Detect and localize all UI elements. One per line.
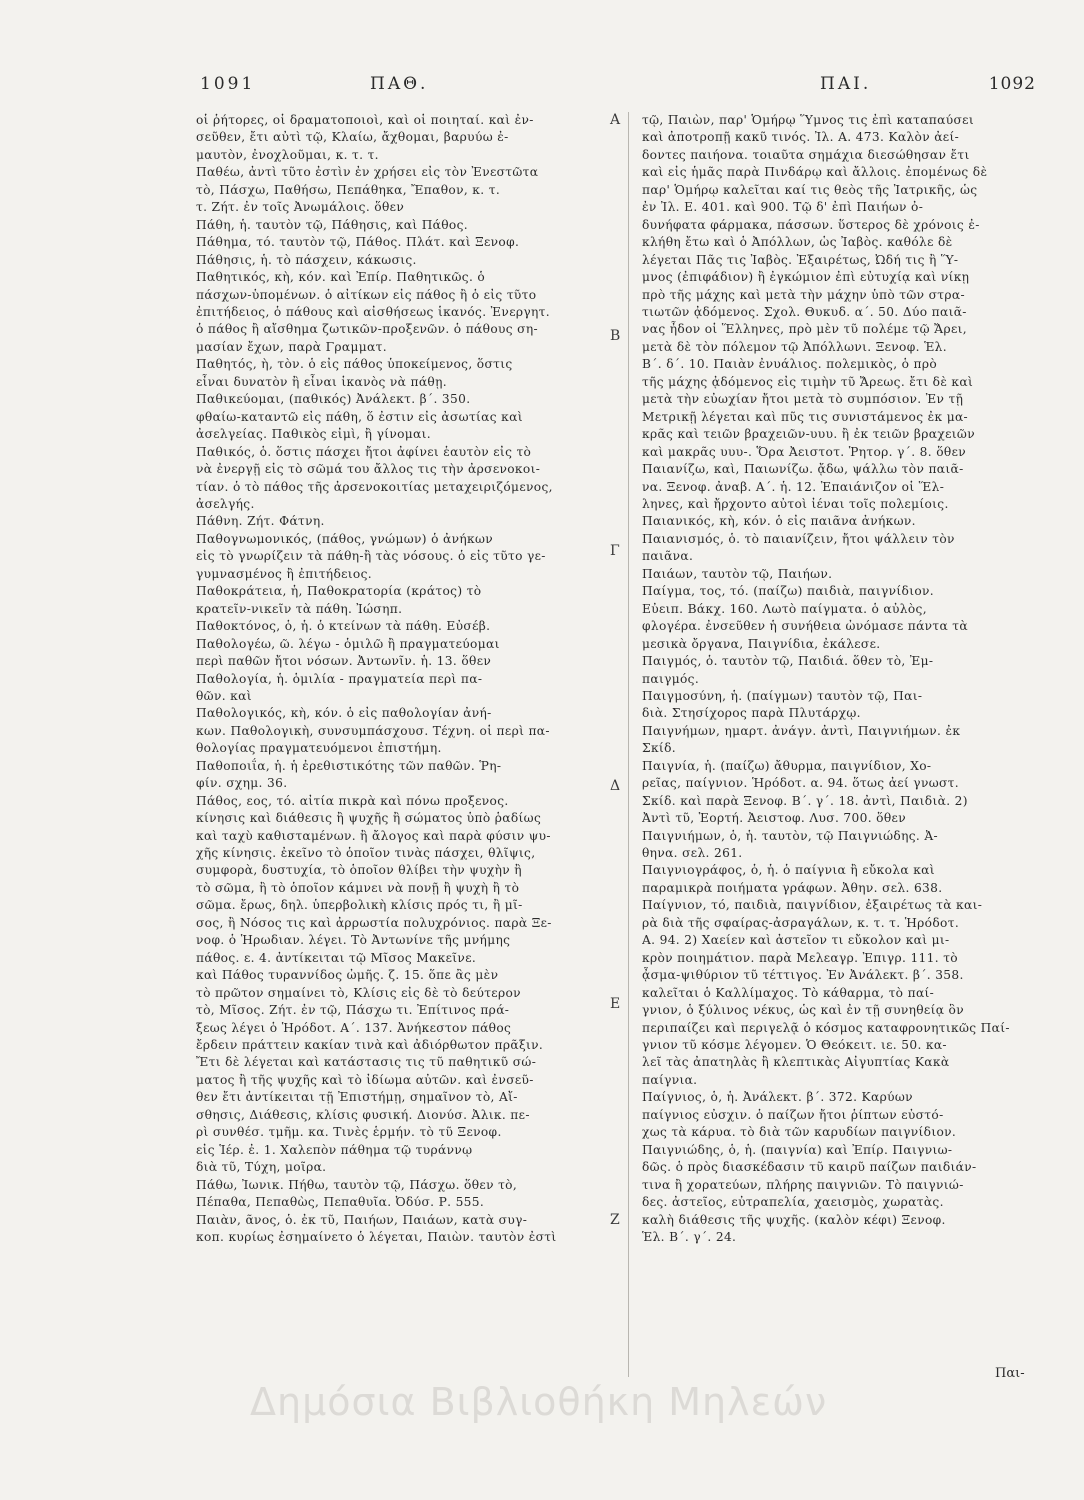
- text-line: εἰς Ἱέρ. ἐ. 1. Χαλεπὸν πάθημα τῷ τυράννῳ: [196, 1142, 473, 1157]
- text-line: δῶς. ὁ πρὸς διασκέδασιν τῦ καιρῦ παίζων παιδιάν-: [642, 1160, 977, 1175]
- text-line: γνιον τῦ κόσμε λέγομεν. Ὁ Θεόκειτ. ιε. 50. κα-: [642, 1038, 947, 1053]
- text-line: καὶ εἰς ἡμᾶς παρὰ Πινδάρῳ καὶ ἄλλοις. ἐπομένως δὲ: [642, 165, 988, 180]
- text-line: καὶ ταχὺ καθισταμένων. ἢ ἄλογος καὶ παρὰ φύσιν ψυ-: [196, 828, 551, 843]
- text-line: Πάθημα, τό. ταυτὸν τῷ, Πάθος. Πλάτ. καὶ Ξενοφ.: [196, 235, 520, 250]
- text-line: Παιγνιήμων, ὁ, ἡ. ταυτὸν, τῷ Παιγνιώδης. Ἀ-: [642, 828, 938, 843]
- text-line: ἀσελγείας. Παθικὸς εἰμὶ, ἢ γίνομαι.: [196, 427, 431, 442]
- text-line: πρὸ τῆς μάχης καὶ μετὰ τὴν μάχην ὑπὸ τῶν στρα-: [642, 287, 965, 302]
- text-line: Παθοκράτεια, ἡ, Παθοκρατορία (κράτος) τὸ: [196, 584, 482, 599]
- text-line: Παθολογικός, κὴ, κόν. ὁ εἰς παθολογίαν ἀνή-: [196, 706, 492, 721]
- text-line: Μετρικῇ λέγεται καὶ πῦς τις συνιστάμενος ἐκ μα-: [642, 409, 969, 424]
- text-line: ρὰ διὰ τῆς σφαίρας-ἀσραγάλων, κ. τ. τ. Ἡρόδοτ.: [642, 915, 960, 930]
- text-line: Παιγνιώδης, ὁ, ἡ. (παιγνία) καὶ Ἐπίρ. Παιγνιω-: [642, 1142, 953, 1157]
- running-header: [200, 74, 1036, 100]
- right-running-head: ΠΑΙ.: [820, 74, 872, 94]
- text-line: Παθέω, ἀντὶ τῦτο ἐστὶν ἐν χρήσει εἰς τὸν Ἐνεστῶτα: [196, 165, 539, 180]
- text-line: Πέπαθα, Πεπαθὼς, Πεπαθυῖα. Ὀδύσ. Ρ. 555.: [196, 1195, 485, 1210]
- text-line: Ἔτι δὲ λέγεται καὶ κατάστασις τις τῦ παθητικῦ σώ-: [196, 1055, 537, 1070]
- text-line: Παθητός, ὴ, τὸν. ὁ εἰς πάθος ὑποκείμενος, ὅστις: [196, 357, 513, 372]
- text-line: κλήθη ἔτω καὶ ὁ Ἀπόλλων, ὡς Ἰαβὸς. καθόλε δὲ: [642, 235, 953, 250]
- section-marker-g: Γ: [610, 543, 620, 559]
- section-marker-b: Β: [610, 328, 621, 344]
- text-line: Παιγμοσύνη, ἡ. (παίγμων) ταυτὸν τῷ, Παι-: [642, 688, 923, 703]
- left-text-column: [196, 112, 594, 1246]
- library-watermark: Δημόσια Βιβλιοθήκη Μηλεών: [250, 1380, 828, 1424]
- text-line: οἱ ῥήτορες, οἱ δραματοποιοὶ, καὶ οἱ ποιηταί. καὶ ἐν-: [196, 113, 534, 127]
- text-line: παίγνια.: [642, 1072, 698, 1087]
- text-line: μαυτὸν, ἐνοχλοῦμαι, κ. τ. τ.: [196, 147, 379, 162]
- text-line: Παιὰν, ᾶνος, ὁ. ἐκ τῦ, Παιήων, Παιάων, κατὰ συγ-: [196, 1212, 528, 1227]
- text-line: γνιον, ὁ ξύλινος νέκυς, ὡς καὶ ἐν τῇ συνηθείᾳ ὃν: [642, 1003, 964, 1018]
- text-line: Παθικός, ὁ. ὅστις πάσχει ἤτοι ἀφίνει ἑαυτὸν εἰς τὸ: [196, 444, 532, 459]
- text-line: ἐπιτήδειος, ὁ πάθους καὶ αἰσθήσεως ἱκανός. Ἐνεργητ.: [196, 304, 550, 319]
- text-line: Πάθω, Ἰωνικ. Πήθω, ταυτὸν τῷ, Πάσχω. ὅθεν τὸ,: [196, 1177, 518, 1192]
- text-line: κρατεῖν-νικεῖν τὰ πάθη. Ἰώσηπ.: [196, 601, 403, 616]
- text-line: μετὰ τὴν εὐωχίαν ἤτοι μετὰ τὸ συμπόσιον. Ἐν τῇ: [642, 392, 964, 407]
- text-line: Παίγνιος, ὁ, ἡ. Ἀνάλεκτ. β΄. 372. Καρύων: [642, 1090, 913, 1105]
- text-line: ἔρδειν πράττειν κακίαν τινὰ καὶ ἀδιόρθωτον πρᾶξιν.: [196, 1038, 544, 1053]
- text-line: ξεως λέγει ὁ Ἡρόδοτ. Α΄. 137. Ἀνήκεστον πάθος: [196, 1020, 512, 1035]
- text-line: φλογέρα. ἐνσεῦθεν ἡ συνήθεια ὠνόμασε πάντα τὰ: [642, 619, 968, 634]
- text-line: Παιγμός, ὁ. ταυτὸν τῷ, Παιδιά. ὅθεν τὸ, Ἐμ-: [642, 654, 934, 669]
- left-page-number: 1091: [200, 74, 256, 94]
- text-line: Πάθνη. Ζήτ. Φάτνη.: [196, 514, 325, 529]
- text-line: νοφ. ὁ Ἡρωδιαν. λέγει. Τὸ Ἀντωνίνε τῆς μνήμης: [196, 933, 511, 948]
- text-line: ἀσελγής.: [196, 496, 255, 511]
- text-line: σος, ἢ Νόσος τις καὶ ἀρρωστία πολυχρόνιος. παρὰ Ξε-: [196, 915, 552, 930]
- text-line: κρᾶς καὶ τειῶν βραχειῶν-υυυ. ἢ ἐκ τειῶν βραχειῶν: [642, 427, 975, 442]
- text-line: νας ἦδον οἱ Ἕλληνες, πρὸ μὲν τῦ πολέμε τῷ Ἄρει,: [642, 322, 967, 337]
- text-line: λέγεται Πᾶς τις Ἰαβὸς. Ἐξαιρέτως, Ὠδή τις ἢ Ὕ-: [642, 252, 959, 267]
- text-line: σθησις, Διάθεσις, κλίσις φυσική. Διονύσ. Ἀλικ. πε-: [196, 1107, 530, 1122]
- text-line: νὰ ἐνεργῇ εἰς τὸ σῶμά του ἄλλος τις τὴν ἀρσενοκοι-: [196, 462, 541, 477]
- section-marker-z: Ζ: [610, 1212, 620, 1228]
- text-line: Παθικεύομαι, (παθικός) Ἀνάλεκτ. β΄. 350.: [196, 392, 471, 407]
- right-page-number: 1092: [988, 74, 1036, 94]
- text-line: Ἀντὶ τῦ, Ἑορτή. Ἀειστοφ. Λυσ. 700. ὅθεν: [642, 811, 906, 826]
- text-line: Πάθη, ἡ. ταυτὸν τῷ, Πάθησις, καὶ Πάθος.: [196, 217, 469, 232]
- text-line: τίαν. ὁ τὸ πάθος τῆς ἀρσενοκοιτίας μεταχειριζόμενος,: [196, 479, 553, 494]
- text-line: χῆς κίνησις. ἐκεῖνο τὸ ὁποῖον τινὰς πάσχει, θλῖψις,: [196, 846, 536, 861]
- text-line: Παιγνήμων, ημαρτ. ἀνάγν. ἀντὶ, Παιγνιήμων. ἐκ: [642, 723, 961, 738]
- text-line: Παθολογία, ἡ. ὁμιλία - πραγματεία περὶ πα-: [196, 671, 483, 686]
- text-line: σῶμα. ἔρως, δηλ. ὑπερβολικὴ κλίσις πρός τι, ἢ μῖ-: [196, 898, 523, 913]
- text-line: Παιανίζω, καὶ, Παιωνίζω. ᾄδω, ψάλλω τὸν παιᾶ-: [642, 462, 964, 477]
- text-line: διὰ. Στησίχορος παρὰ Πλυτάρχῳ.: [642, 706, 861, 721]
- text-line: σεῦθεν, ἔτι αὐτὶ τῷ, Κλαίω, ἄχθομαι, βαρυύω ἐ-: [196, 130, 509, 145]
- text-line: Παιάων, ταυτὸν τῷ, Παιήων.: [642, 566, 833, 581]
- text-line: τιωτῶν ᾀδόμενος. Σχολ. Θυκυδ. α΄. 50. Δύο παιᾶ-: [642, 304, 967, 319]
- text-line: Σκίδ. καὶ παρὰ Ξενοφ. Β΄. γ΄. 18. ἀντὶ, Παιδιὰ. 2): [642, 793, 968, 808]
- text-line: Παθητικός, κὴ, κόν. καὶ Ἐπίρ. Παθητικῶς. ὁ: [196, 270, 486, 285]
- text-line: μεσικὰ ὄργανα, Παιγνίδια, ἐκάλεσε.: [642, 636, 881, 651]
- text-line: περιπαίζει καὶ περιγελᾷ ὁ κόσμος καταφρονητικῶς Παί-: [642, 1020, 1010, 1035]
- text-line: Παθογνωμονικός, (πάθος, γνώμων) ὁ ἀνήκων: [196, 531, 494, 546]
- text-line: Παίγμα, τος, τό. (παίζω) παιδιὰ, παιγνίδιον.: [642, 584, 934, 599]
- text-line: θεν ἔτι ἀντίκειται τῇ Ἐπιστήμῃ, σημαῖνον τὸ, Αἴ-: [196, 1090, 518, 1105]
- text-line: καλεῖται ὁ Καλλίμαχος. Τὸ κάθαρμα, τὸ παί-: [642, 985, 935, 1000]
- text-line: Πάθος, εος, τό. αἰτία πικρὰ καὶ πόνω προξενος.: [196, 793, 509, 808]
- text-line: τῷ, Παιὼν, παρ' Ὁμήρῳ Ὕμνος τις ἐπὶ καταπαύσει: [642, 113, 974, 127]
- section-marker-a: Α: [610, 112, 621, 128]
- text-line: τῆς μάχης ᾀδόμενος εἰς τιμὴν τῦ Ἄρεως. ἔτι δὲ καὶ: [642, 374, 974, 389]
- text-line: εἶναι δυνατὸν ἢ εἶναι ἱκανὸς νὰ πάθῃ.: [196, 374, 447, 389]
- text-line: τὸ, Πάσχω, Παθήσω, Πεπάθηκα, Ἔπαθον, κ. τ.: [196, 182, 501, 197]
- text-line: χως τὰ κάρυα. τὸ διὰ τῶν καρυδίων παιγνίδιον.: [642, 1125, 957, 1140]
- text-line: μετὰ δὲ τὸν πόλεμον τῷ Ἀπόλλωνι. Ξενοφ. Ἑλ.: [642, 339, 947, 354]
- text-line: λεῖ τὰς ἀπατηλὰς ἢ κλεπτικὰς Αἰγυπτίας Κακὰ: [642, 1055, 950, 1070]
- text-line: μασίαν ἔχων, παρὰ Γραμματ.: [196, 339, 387, 354]
- text-line: παιγμός.: [642, 671, 700, 686]
- text-line: Ἑλ. Β΄. γ΄. 24.: [642, 1230, 737, 1244]
- text-line: Παιγνιογράφος, ὁ, ἡ. ὁ παίγνια ἢ εὔκολα καὶ: [642, 863, 935, 878]
- text-line: θηνα. σελ. 261.: [642, 846, 743, 861]
- text-line: τ. Ζήτ. ἐν τοῖς Ἀνωμάλοις. ὅθεν: [196, 200, 405, 215]
- text-line: Σκίδ.: [642, 741, 676, 756]
- left-running-head: ΠΑΘ.: [370, 74, 429, 94]
- text-line: ἐν Ἰλ. Ε. 401. καὶ 900. Τῷ δ' ἐπὶ Παιήων ὀ-: [642, 200, 924, 215]
- text-line: ρεῖας, παίγνιον. Ἡρόδοτ. α. 94. ὅτως ἀεί γνωστ.: [642, 776, 959, 791]
- text-line: μνος (ἐπιφάδιον) ἢ ἐγκώμιον ἐπὶ εὐτυχίᾳ καὶ νίκῃ: [642, 270, 970, 285]
- text-line: καὶ ἀποτροπῇ κακῦ τινός. Ἰλ. Α. 473. Καλὸν ἀεί-: [642, 130, 960, 145]
- text-line: παρ' Ὁμήρῳ καλεῖται καί τις θεὸς τῆς Ἰατρικῆς, ὡς: [642, 182, 978, 197]
- text-line: παιᾶνα.: [642, 549, 694, 564]
- text-line: φίν. σχημ. 36.: [196, 776, 288, 791]
- text-line: Παιανισμός, ὁ. τὸ παιανίζειν, ἤτοι ψάλλειν τὸν: [642, 531, 955, 546]
- text-line: Παιανικός, κὴ, κόν. ὁ εἰς παιᾶνα ἀνήκων.: [642, 514, 916, 529]
- text-line: ληνες, καὶ ἤρχοντο αὐτοὶ ἰέναι τοῖς πολεμίοις.: [642, 496, 949, 511]
- text-line: καὶ μακρᾶς υυυ-. Ὅρα Ἀειστοτ. Ῥητορ. γ΄. 8. ὅθεν: [642, 444, 967, 459]
- section-marker-d: Δ: [610, 778, 621, 794]
- text-line: Παθολογέω, ῶ. λέγω - ὁμιλῶ ἢ πραγματεύομαι: [196, 636, 500, 651]
- text-line: γυμνασμένος ἢ ἐπιτήδειος.: [196, 566, 373, 581]
- text-line: ρὶ συνθέσ. τμῆμ. κα. Τινὲς ἑρμήν. τὸ τῦ Ξενοφ.: [196, 1125, 502, 1140]
- text-line: κοπ. κυρίως ἐσημαίνετο ὁ λέγεται, Παιὼν. ταυτὸν ἐστὶ: [196, 1230, 557, 1244]
- text-line: ᾆσμα-ψιθύριον τῦ τέττιγος. Ἐν Ἀνάλεκτ. β΄. 358.: [642, 968, 964, 983]
- text-line: παραμικρὰ ποιήματα γράφων. Ἀθην. σελ. 638.: [642, 880, 943, 895]
- text-line: δυνήφατα φάρμακα, πάσσων. ὕστερος δὲ χρόνοις ἐ-: [642, 217, 980, 232]
- text-line: Πάθησις, ἡ. τὸ πάσχειν, κάκωσις.: [196, 252, 417, 267]
- text-line: να. Ξενοφ. ἀναβ. Α΄. ἡ. 12. Ἐπαιάνιζον οἱ Ἕλ-: [642, 479, 945, 494]
- text-line: καλὴ διάθεσις τῆς ψυχῆς. (καλὸν κέφι) Ξενοφ.: [642, 1212, 946, 1227]
- text-line: Παθοποιΐα, ἡ. ἡ ἐρεθιστικότης τῶν παθῶν. Ῥη-: [196, 758, 502, 773]
- text-line: πάσχων-ὑπομένων. ὁ αἰτίκων εἰς πάθος ἢ ὁ εἰς τῦτο: [196, 287, 537, 302]
- text-line: καὶ Πάθος τυραννίδος ὠμῆς. ζ. 15. ὅπε ἂς μὲν: [196, 968, 499, 983]
- text-line: δες. ἀστεῖος, εὐτραπελία, χαεισμὸς, χωρατὰς.: [642, 1195, 944, 1210]
- text-line: θολογίας πραγματευόμενοι ἐπιστήμη.: [196, 741, 442, 756]
- text-line: Παίγνιον, τό, παιδιὰ, παιγνίδιον, ἐξαιρέτως τὰ και-: [642, 898, 983, 913]
- catchword: Παι-: [995, 1366, 1025, 1381]
- text-line: Α. 94. 2) Χαείεν καὶ ἀστεῖον τι εὔκολον καὶ μι-: [642, 933, 950, 948]
- text-line: θῶν. καὶ: [196, 688, 252, 703]
- text-line: φθαίω-καταντῶ εἰς πάθη, ὅ ἐστιν εἰς ἀσωτίας καὶ: [196, 409, 523, 424]
- text-line: τὸ, Μῖσος. Ζήτ. ἐν τῷ, Πάσχω τι. Ἐπίτινος πρά-: [196, 1003, 510, 1018]
- text-line: Παιγνία, ἡ. (παίζω) ἄθυρμα, παιγνίδιον, Χο-: [642, 758, 932, 773]
- text-line: περὶ παθῶν ἤτοι νόσων. Ἀντωνῖν. ἡ. 13. ὅθεν: [196, 654, 492, 669]
- text-line: δοντες παιήονα. τοιαῦτα σημάχια διεσώθησαν ἔτι: [642, 147, 970, 162]
- text-line: πάθος. ε. 4. ἀντίκειται τῷ Μῖσος Μακεῖνε.: [196, 950, 477, 965]
- text-line: τὸ σῶμα, ἢ τὸ ὁποῖον κάμνει νὰ πονῇ ἢ ψυχὴ ἢ τὸ: [196, 880, 520, 895]
- text-line: Εὐειπ. Βάκχ. 160. Λωτὸ παίγματα. ὁ αὐλὸς,: [642, 601, 927, 616]
- text-line: τὸ πρῶτον σημαίνει τὸ, Κλίσις εἰς δὲ τὸ δεύτερον: [196, 985, 521, 1000]
- right-text-column: [642, 112, 1042, 1246]
- text-line: τινα ἢ χορατεύων, πλήρης παιγνιῶν. Τὸ παιγνιώ-: [642, 1177, 964, 1192]
- column-divider: [628, 112, 629, 1377]
- text-line: κρὸν ποιημάτιον. παρὰ Μελεαγρ. Ἐπιγρ. 111. τὸ: [642, 950, 958, 965]
- text-line: κων. Παθολογικὴ, συνσυμπάσχουσ. Τέχνη. οἱ περὶ πα-: [196, 723, 550, 738]
- text-line: Β΄. δ΄. 10. Παιὰν ἐνυάλιος. πολεμικὸς, ὁ πρὸ: [642, 357, 938, 372]
- text-line: διὰ τῦ, Τύχη, μοῖρα.: [196, 1160, 327, 1175]
- text-line: ὁ πάθος ἢ αἴσθημα ζωτικῶν-προξενῶν. ὁ πάθους ση-: [196, 322, 538, 337]
- text-line: κίνησις καὶ διάθεσις ἢ ψυχῆς ἢ σώματος ὑπὸ ῥαδίως: [196, 811, 542, 826]
- section-marker-e: Ε: [610, 996, 621, 1012]
- text-line: παίγνιος εὐσχιν. ὁ παίζων ἤτοι ῥίπτων εὐστό-: [642, 1107, 944, 1122]
- text-line: Παθοκτόνος, ὁ, ἡ. ὁ κτείνων τὰ πάθη. Εὐσέβ.: [196, 619, 491, 634]
- text-line: εἰς τὸ γνωρίζειν τὰ πάθη-ἢ τὰς νόσους. ὁ εἰς τῦτο γε-: [196, 549, 546, 564]
- text-line: ματος ἢ τῆς ψυχῆς καὶ τὸ ἰδίωμα αὐτῶν. καὶ ἐνσεῦ-: [196, 1072, 534, 1087]
- text-line: συμφορὰ, δυστυχία, τὸ ὁποῖον θλίβει τὴν ψυχὴν ἢ: [196, 863, 522, 878]
